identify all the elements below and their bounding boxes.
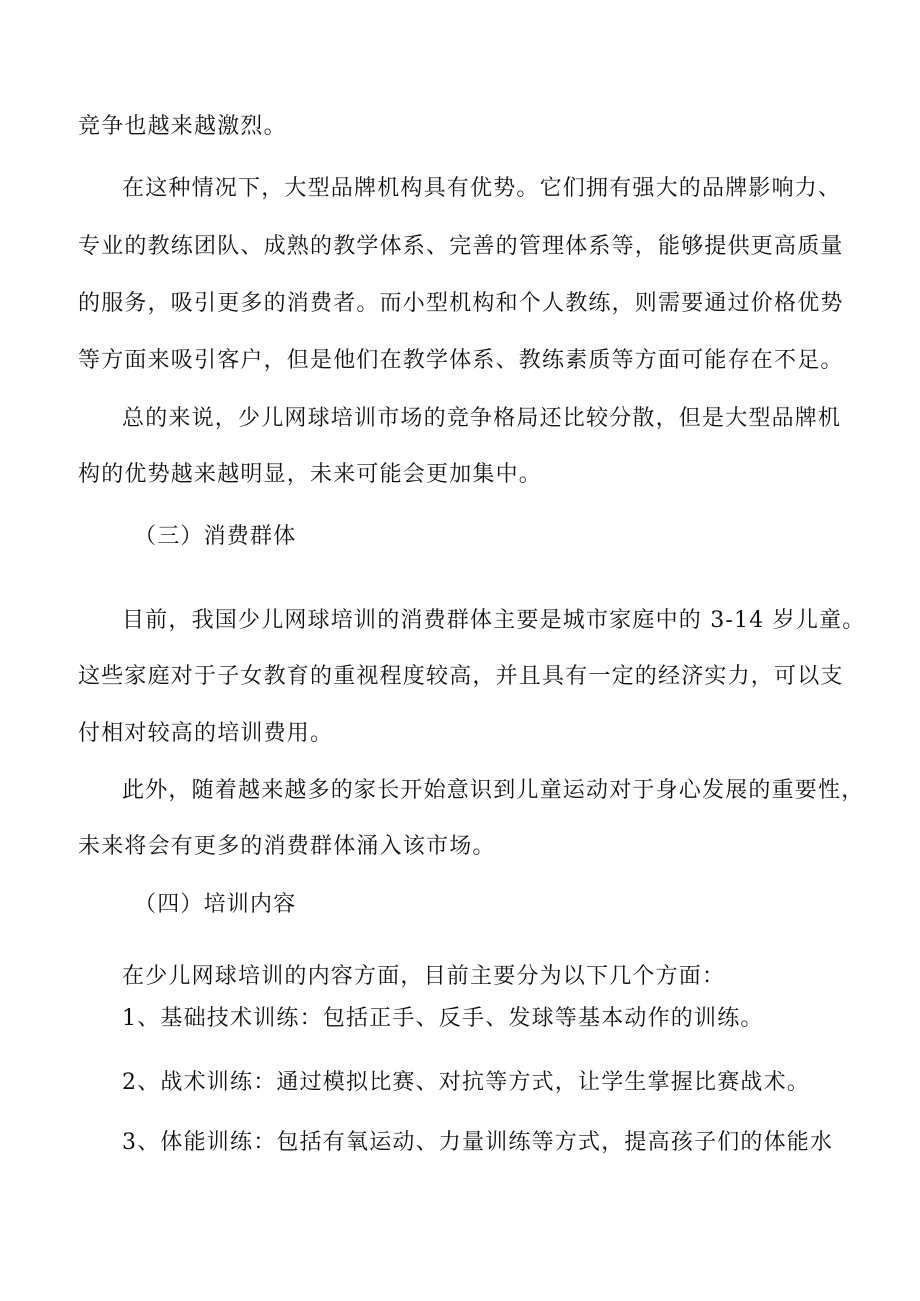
section-heading: （四）培训内容	[134, 892, 297, 917]
paragraph-line: 未来将会有更多的消费群体涌入该市场。	[78, 834, 496, 859]
section-heading: （三）消费群体	[134, 524, 297, 549]
paragraph-line: 的服务，吸引更多的消费者。而小型机构和个人教练，则需要通过价格优势	[78, 291, 844, 316]
paragraph-line: 付相对较高的培训费用。	[78, 721, 334, 746]
paragraph-line: 专业的教练团队、成熟的教学体系、完善的管理体系等，能够提供更高质量	[78, 234, 844, 259]
paragraph-line: 在这种情况下，大型品牌机构具有优势。它们拥有强大的品牌影响力、	[122, 176, 842, 201]
paragraph-line: 总的来说，少儿网球培训市场的竞争格局还比较分散，但是大型品牌机	[122, 406, 842, 431]
paragraph-line: 这些家庭对于子女教育的重视程度较高，并且具有一定的经济实力，可以支	[78, 664, 844, 689]
paragraph-line: 在少儿网球培训的内容方面，目前主要分为以下几个方面：	[122, 964, 726, 989]
list-item: 2、战术训练：通过模拟比赛、对抗等方式，让学生掌握比赛战术。	[122, 1070, 810, 1095]
list-item: 1、基础技术训练：包括正手、反手、发球等基本动作的训练。	[122, 1006, 764, 1031]
paragraph-line: 竞争也越来越激烈。	[78, 114, 287, 139]
list-item: 3、体能训练：包括有氧运动、力量训练等方式，提高孩子们的体能水	[122, 1130, 834, 1155]
paragraph-line: 此外，随着越来越多的家长开始意识到儿童运动对于身心发展的重要性，	[122, 778, 865, 803]
paragraph-line: 目前，我国少儿网球培训的消费群体主要是城市家庭中的 3-14 岁儿童。	[122, 608, 866, 633]
paragraph-line: 构的优势越来越明显，未来可能会更加集中。	[78, 462, 543, 487]
paragraph-line: 等方面来吸引客户，但是他们在教学体系、教练素质等方面可能存在不足。	[78, 348, 844, 373]
